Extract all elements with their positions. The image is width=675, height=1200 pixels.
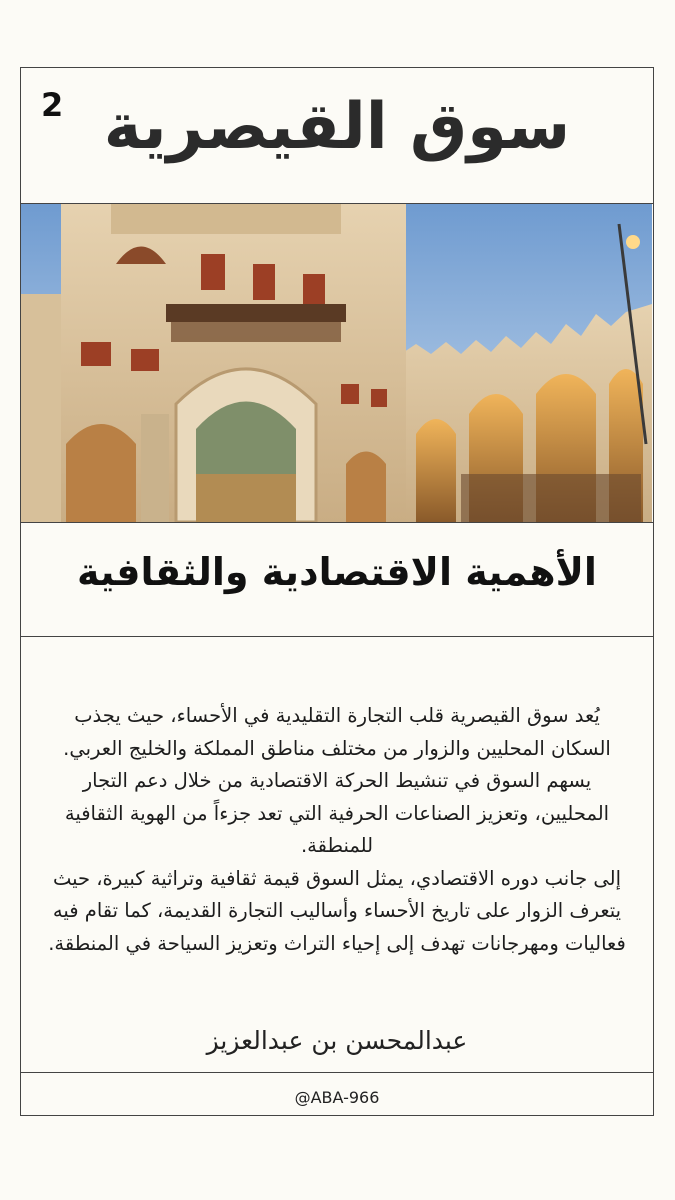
- market-photo: [21, 204, 652, 522]
- body-text: [45, 700, 629, 960]
- page-title: سوق القيصرية: [103, 90, 571, 164]
- author-name: عبدالمحسن بن عبدالعزيز: [206, 1026, 468, 1055]
- post-card: [20, 67, 654, 1116]
- divider-subtitle: [21, 636, 653, 637]
- social-handle: @ABA-966: [294, 1088, 380, 1107]
- divider-photo: [21, 522, 653, 523]
- divider-footer: [21, 1072, 653, 1073]
- paragraph-3: إلى جانب دوره الاقتصادي، يمثل السوق قيمة ثقافية وتراثية كبيرة، حيث يتعرف الزوار على تاريخ الأحساء وأساليب التجارة القديمة، كما تقام فيه فعاليات ومهرجانات تهدف إلى إحياء التراث وتعزيز السياحة في المنطقة.: [48, 866, 626, 955]
- section-subtitle: الأهمية الاقتصادية والثقافية: [77, 550, 597, 594]
- paragraph-2: يسهم السوق في تنشيط الحركة الاقتصادية من خلال دعم التجار المحليين، وتعزيز الصناعات الحرفية التي تعد جزءاً من الهوية الثقافية للمنطقة.: [64, 769, 610, 857]
- page-number: 2: [41, 86, 64, 124]
- paragraph-1: يُعد سوق القيصرية قلب التجارة التقليدية في الأحساء، حيث يجذب السكان المحليين والزوار من مختلف مناطق المملكة والخليج العربي.: [63, 704, 611, 760]
